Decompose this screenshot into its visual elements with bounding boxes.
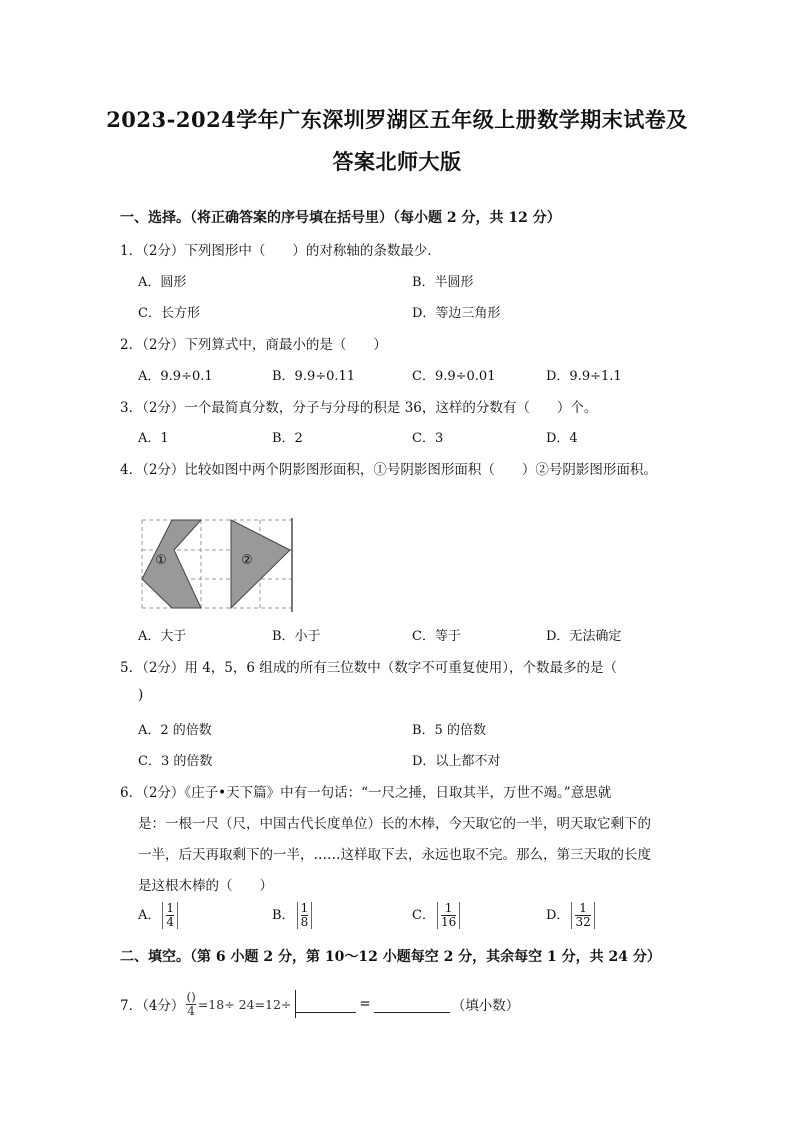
question-6-line-4: 是这根木棒的（ ） [138, 878, 273, 894]
question-2-stem: 2．（2分）下列算式中，商最小的是（ ） [120, 337, 387, 353]
question-5-stem: 5．（2分）用 4，5，6 组成的所有三位数中（数字不可重复使用），个数最多的是（ [120, 660, 618, 676]
q6-option-b-fraction [297, 902, 313, 929]
q4-option-a: A．大于 [138, 629, 187, 644]
q3-option-d: D．4 [546, 431, 578, 446]
q1-option-b: B．半圆形 [412, 275, 474, 290]
page-title-line2: 答案北师大版 [332, 149, 462, 174]
q5-option-c: C．3 的倍数 [138, 754, 213, 769]
question-6-line-1: 6．（2分）《庄子•天下篇》中有一句话：“一尺之捶，日取其半，万世不竭。”意思就 [120, 785, 612, 801]
numerator: 1 [444, 901, 453, 915]
q4-option-c: C．等于 [412, 629, 461, 644]
numerator: 1 [166, 901, 175, 915]
q2-option-b: B．9.9÷0.11 [272, 369, 356, 384]
q7-fraction [186, 991, 195, 1018]
q4-shaded-figures [138, 516, 298, 612]
q3-option-c: C．3 [412, 431, 444, 446]
q7-blank-2[interactable] [374, 996, 450, 1013]
q4-option-b: B．小于 [272, 629, 321, 644]
q6-option-a-fraction [162, 902, 178, 929]
q2-option-c: C．9.9÷0.01 [412, 369, 496, 384]
q4-option-d: D．无法确定 [546, 629, 622, 644]
q6-option-a [138, 902, 178, 929]
page-title: 2023-2024学年广东深圳罗湖区五年级上册数学期末试卷及 [106, 107, 688, 132]
numerator: 1 [300, 901, 309, 915]
question-6-line-2: 是：一根一尺（尺，中国古代长度单位）长的木棒，今天取它的一半，明天取它剩下的 [138, 816, 651, 832]
q2-option-a: A．9.9÷0.1 [138, 369, 213, 384]
q6-option-a-label: A． [138, 908, 161, 923]
denominator: 4 [166, 915, 175, 929]
question-4-stem: 4．（2分）比较如图中两个阴影图形面积，①号阴影图形面积（ ）②号阴影图形面积。 [120, 462, 657, 478]
q6-option-c-label: C． [412, 908, 435, 923]
q5-option-d: D．以上都不对 [412, 754, 501, 769]
q7-equals: = [359, 996, 371, 1012]
numerator: 1 [579, 901, 587, 915]
shape-1 [142, 520, 201, 608]
section-heading-fill: 二、填空。（第 6 小题 2 分，第 10～12 小题每空 2 分，其余每空 1 分，共 24 分） [120, 949, 661, 965]
q6-option-c [412, 902, 460, 929]
q5-option-b: B．5 的倍数 [412, 723, 486, 738]
q6-option-b [272, 902, 312, 929]
q7-formula-rest: =18÷ 24=12÷ [197, 996, 292, 1012]
q7-formula [186, 991, 291, 1018]
shape-2-label: ② [241, 553, 253, 568]
denominator: 32 [575, 915, 591, 929]
denominator: 8 [300, 915, 309, 929]
q6-option-d [546, 902, 595, 929]
question-5-stem-cont: ) [138, 687, 144, 703]
question-3-stem: 3．（2分）一个最简真分数，分子与分母的积是 36，这样的分数有（ ）个。 [120, 400, 598, 416]
q7-fraction-numerator: () [186, 989, 196, 1004]
section-heading-choice: 一、选择。（将正确答案的序号填在括号里）（每小题 2 分，共 12 分） [120, 210, 561, 226]
q1-option-c: C．长方形 [138, 306, 200, 321]
q7-fraction-denominator: 4 [187, 1003, 195, 1018]
q6-option-d-fraction [571, 902, 594, 929]
q7-blank-1[interactable] [296, 996, 356, 1013]
q1-option-a: A．圆形 [138, 275, 187, 290]
q6-option-c-fraction [437, 902, 460, 929]
shape-1-label: ① [155, 553, 167, 568]
q3-option-a: A．1 [138, 431, 169, 446]
question-7 [120, 990, 519, 1018]
q2-option-d: D．9.9÷1.1 [546, 369, 622, 384]
q6-option-d-label: D． [546, 908, 570, 923]
q3-option-b: B．2 [272, 431, 303, 446]
q7-prefix: 7．（4分） [120, 998, 185, 1014]
shape-2 [231, 520, 290, 608]
q1-option-d: D．等边三角形 [412, 306, 501, 321]
q6-option-b-label: B． [272, 908, 295, 923]
q5-option-a: A．2 的倍数 [138, 723, 212, 738]
question-6-line-3: 一半，后天再取剩下的一半，……这样取下去，永远也取不完。那么，第三天取的长度 [138, 847, 651, 863]
question-1-stem: 1．（2分）下列图形中（ ）的对称轴的条数最少． [120, 243, 441, 259]
q7-suffix: （填小数） [451, 998, 520, 1014]
denominator: 16 [440, 915, 457, 929]
